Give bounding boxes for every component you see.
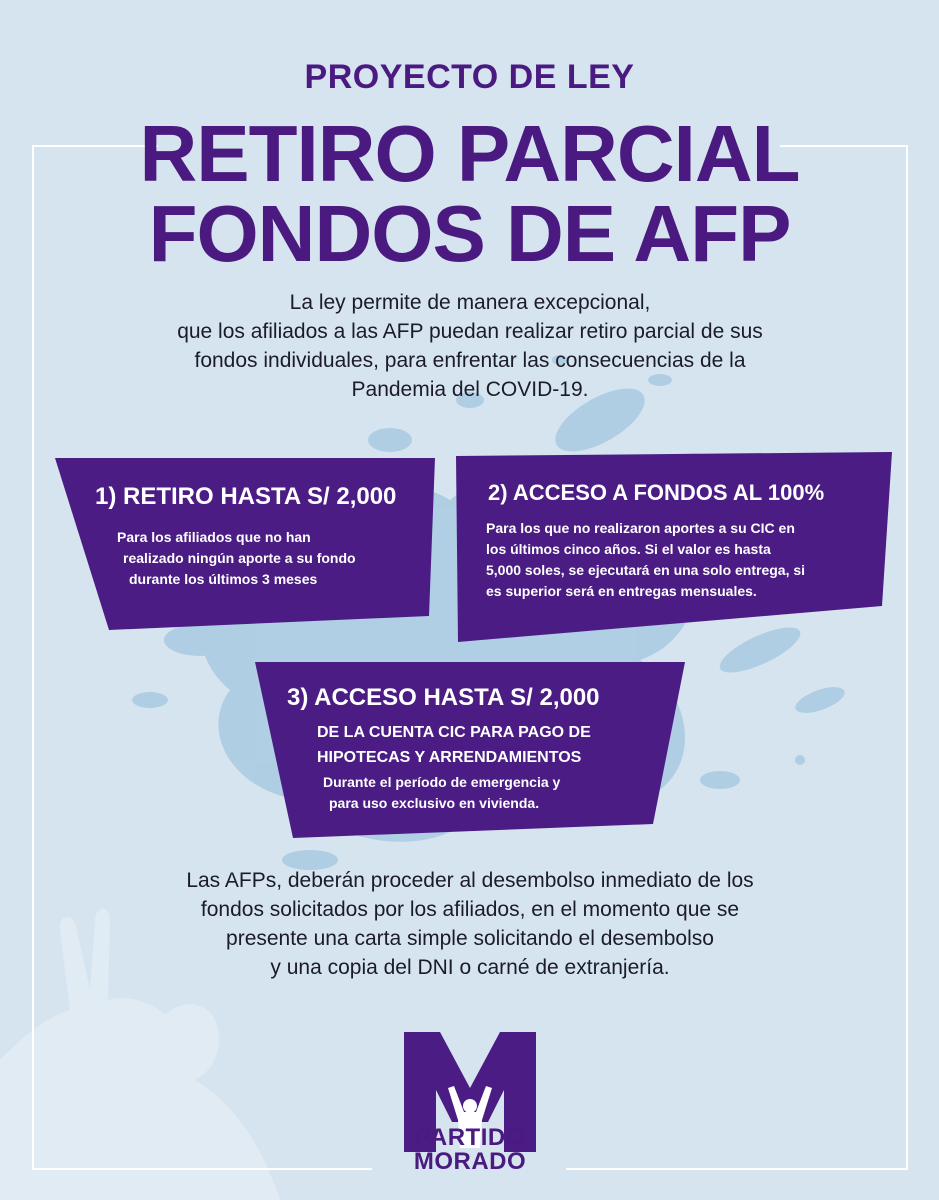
intro-line: La ley permite de manera excepcional, [289,291,651,314]
card-body-line: Para los que no realizaron aportes a su CIC en [486,520,795,536]
title-line-1: RETIRO PARCIAL [139,109,800,198]
card-body-line: para uso exclusivo en vivienda. [329,795,540,811]
card-subtitle-line: HIPOTECAS Y ARRENDAMIENTOS [317,749,582,766]
card-body-line: 5,000 soles, se ejecutará en una solo entrega, si [486,562,806,578]
card-title: 2) ACCESO A FONDOS AL 100% [488,480,825,505]
pretitle: PROYECTO DE LEY [304,58,635,96]
intro-line: que los afiliados a las AFP puedan realizar retiro parcial de sus [177,320,763,343]
card-subtitle [317,720,657,770]
card-acceso-cic [255,662,685,838]
card-title: 1) RETIRO HASTA S/ 2,000 [95,483,397,510]
card-body [323,772,643,814]
card-body [486,518,886,602]
outro-line: presente una carta simple solicitando el desembolso [226,927,714,950]
outro-line: Las AFPs, deberán proceder al desembolso inmediato de los [186,869,754,892]
card-body-line: es superior será en entregas mensuales. [486,583,757,599]
card-subtitle-line: DE LA CUENTA CIC PARA PAGO DE [317,724,591,741]
outro-line: y una copia del DNI o carné de extranjería. [270,956,670,979]
logo-text-line-1: PARTIDO [415,1124,525,1151]
card-body-line: realizado ningún aporte a su fondo [123,550,356,566]
outro-line: fondos solicitados por los afiliados, en el momento que se [200,898,740,921]
card-retiro [55,458,435,633]
card-acceso-fondos [456,452,892,642]
title-line-2: FONDOS DE AFP [148,189,791,278]
frame-right [906,145,908,1170]
frame-bottom-left [32,1168,372,1170]
card-body-line: Para los afiliados que no han [117,529,311,545]
frame-bottom-right [566,1168,908,1170]
outro-paragraph [90,866,850,982]
card-body-line: los últimos cinco años. Si el valor es hasta [486,541,771,557]
card-body [117,527,417,590]
intro-line: Pandemia del COVID-19. [351,378,589,401]
card-body-line: Durante el período de emergencia y [323,774,561,790]
card-body-line: durante los últimos 3 meses [129,571,318,587]
intro-paragraph [90,288,850,404]
intro-line: fondos individuales, para enfrentar las consecuencias de la [194,349,746,372]
logo-text-line-2: MORADO [413,1148,527,1175]
card-title: 3) ACCESO HASTA S/ 2,000 [287,684,600,711]
frame-left [32,145,34,1170]
